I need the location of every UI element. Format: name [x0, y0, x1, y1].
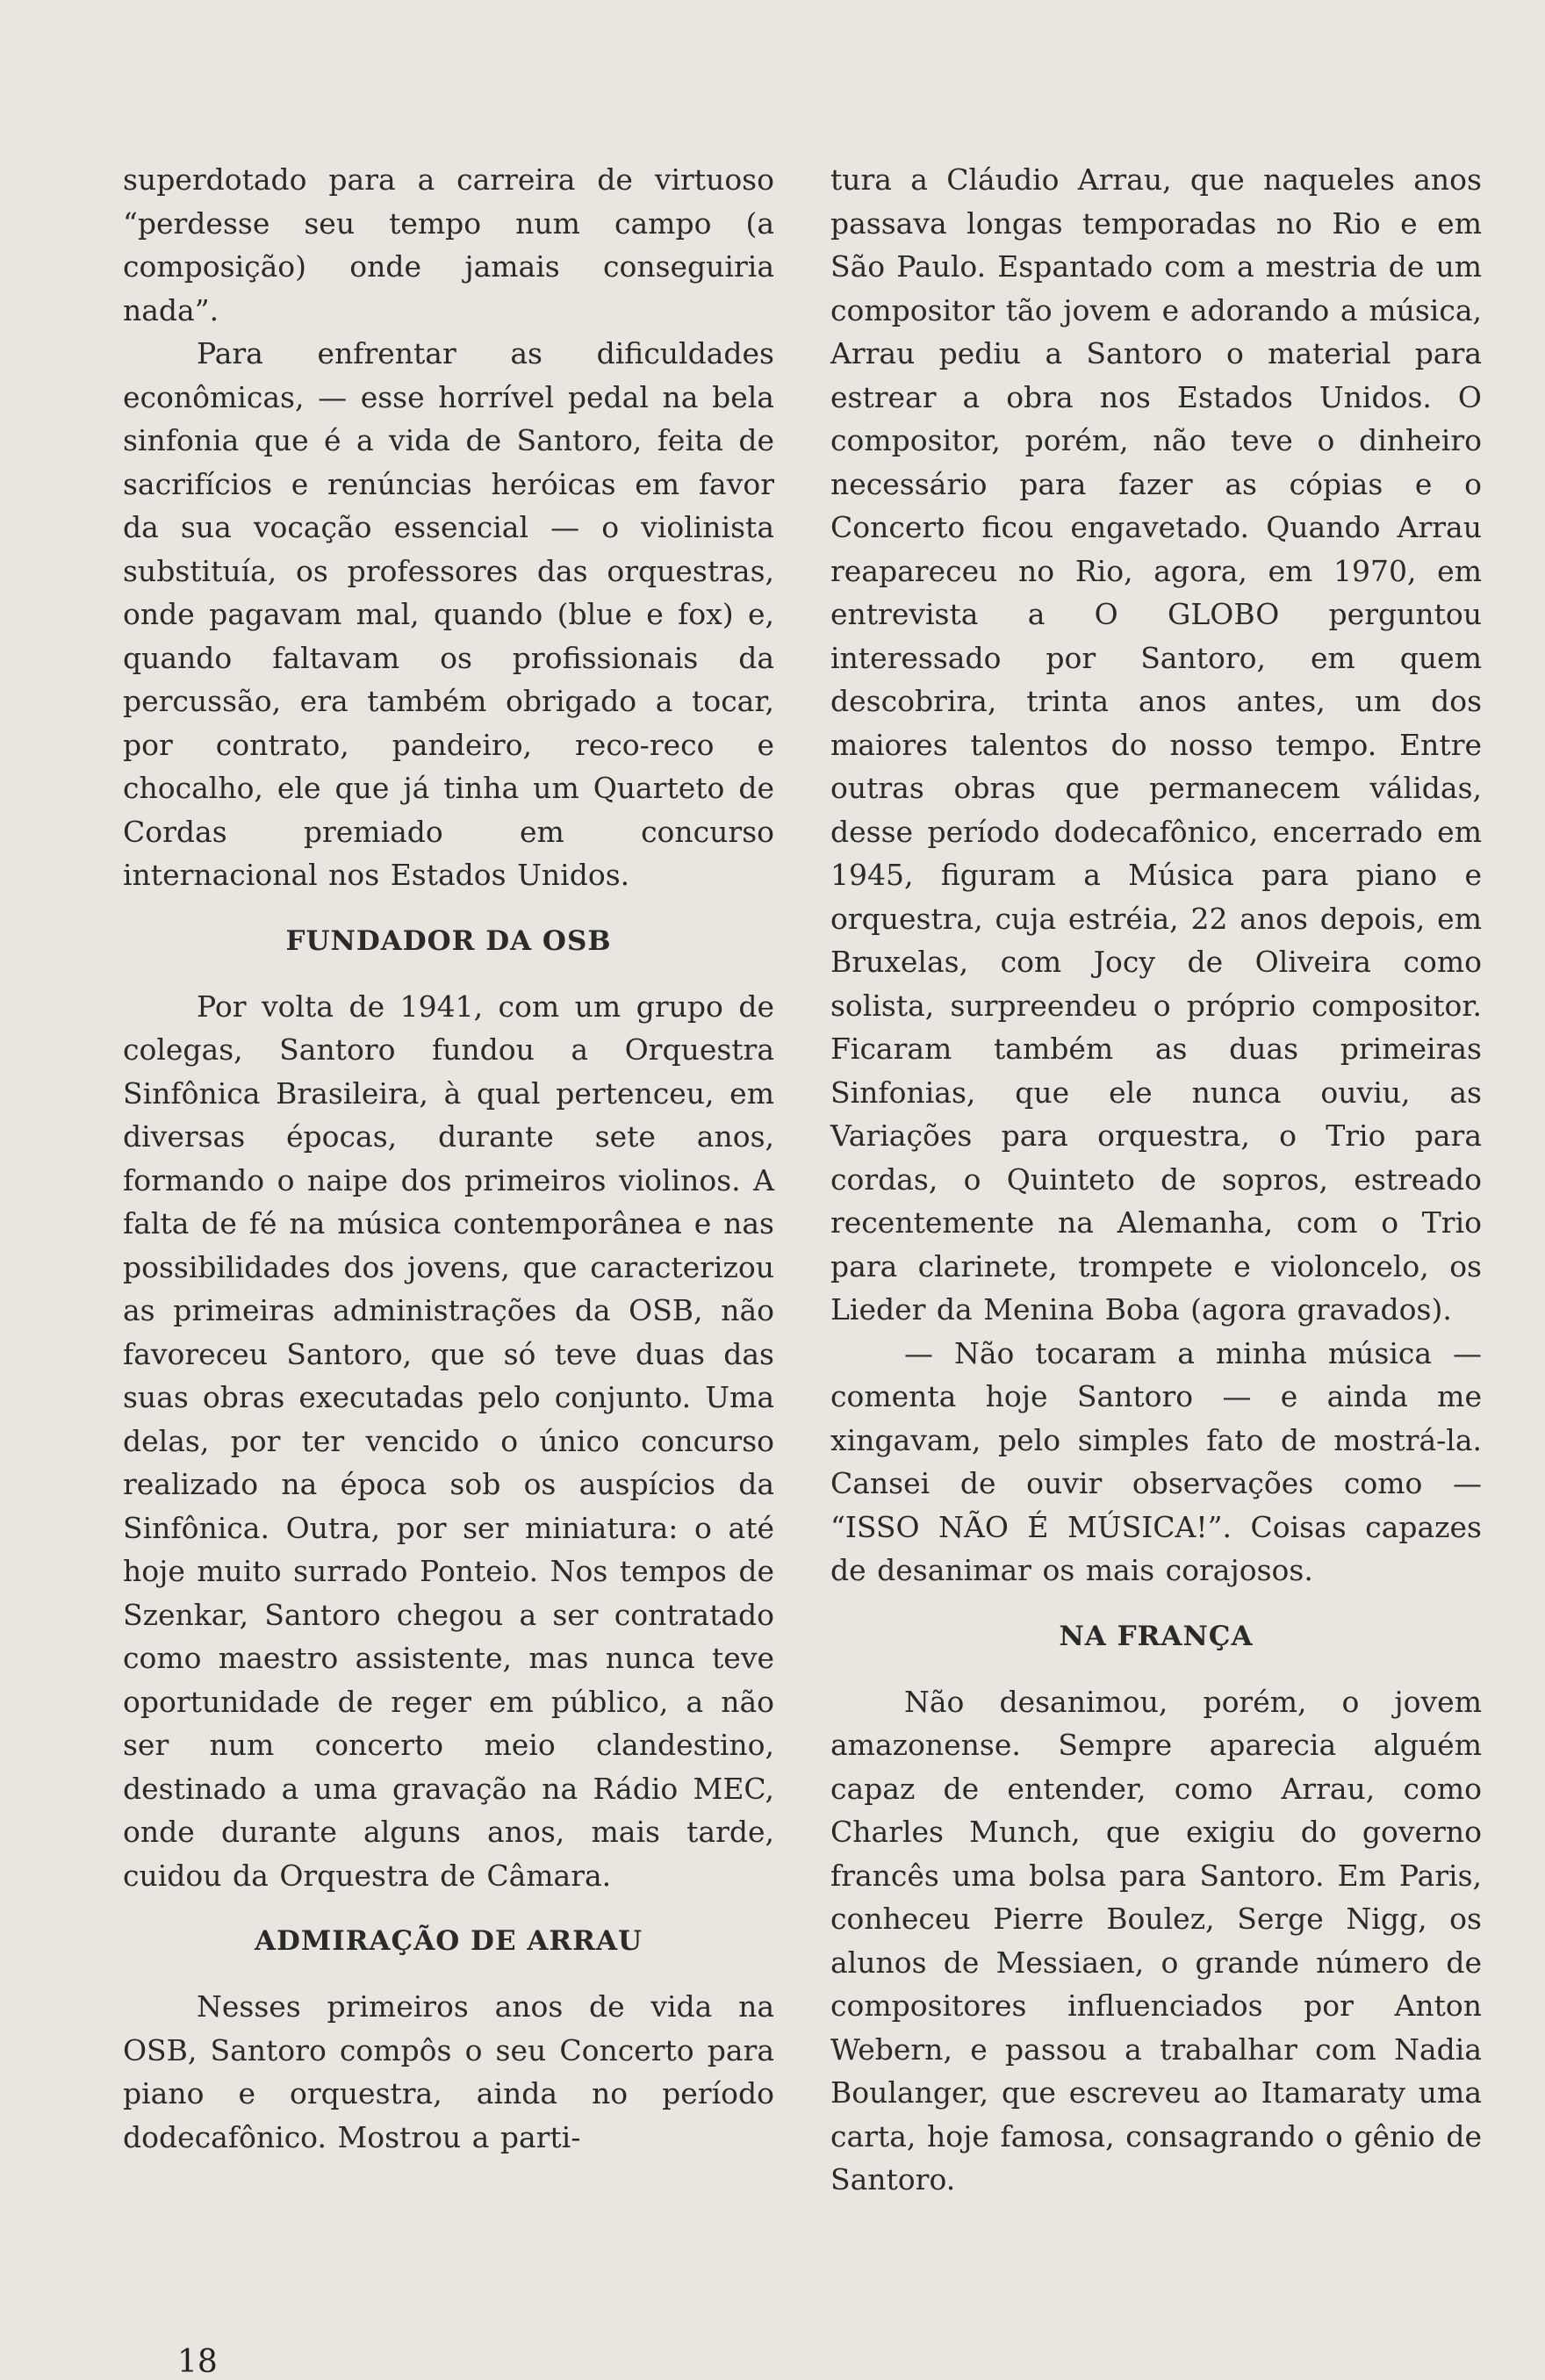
- left-paragraph-4: Nesses primeiros anos de vida na OSB, Santoro compôs o seu Concerto para piano e orquestra, ainda no período dodecafônico. Mostrou a parti-: [123, 1989, 774, 2154]
- left-paragraph-3: Por volta de 1941, com um grupo de colegas, Santoro fundou a Orquestra Sinfônica Brasileira, à qual pertenceu, em diversas épocas, durante sete anos, formando o naipe dos primeiros violinos. A falta de fé na música contemporânea e nas possibilidades dos jovens, que caracterizou as primeiras administrações da OSB, não favoreceu Santoro, que só teve duas das suas obras executadas pelo conjunto. Uma delas, por ter vencido o único concurso realizado na época sob os auspícios da Sinfônica. Outra, por ser miniatura: o até hoje muito surrado Ponteio. Nos tempos de Szenkar, Santoro chegou a ser contratado como maestro assistente, mas nunca teve oportunidade de reger em público, a não ser num concerto meio clandestino, destinado a uma gravação na Rádio MEC, onde durante alguns anos, mais tarde, cuidou da Orquestra de Câmara.: [123, 989, 774, 1893]
- heading-admiracao-de-arrau: ADMIRAÇÃO DE ARRAU: [254, 1925, 643, 1957]
- right-paragraph-2: — Não tocaram a minha música — comenta hoje Santoro — e ainda me xingavam, pelo simples fato de mostrá-la. Cansei de ouvir observações como — “ISSO NÃO É MÚSICA!”. Coisas capazes de desanimar os mais corajosos.: [830, 1335, 1482, 1587]
- right-paragraph-1: tura a Cláudio Arrau, que naqueles anos passava longas temporadas no Rio e em São Paulo. Espantado com a mestria de um compositor tão jovem e adorando a música, Arrau pediu a Santoro o material para estrear a obra nos Estados Unidos. O compositor, porém, não teve o dinheiro necessário para fazer as cópias e o Concerto ficou engavetado. Quando Arrau reapareceu no Rio, agora, em 1970, em entrevista a O GLOBO perguntou interessado por Santoro, em quem descobrira, trinta anos antes, um dos maiores talentos do nosso tempo. Entre outras obras que permanecem válidas, desse período dodecafônico, encerrado em 1945, figuram a Música para piano e orquestra, cuja estréia, 22 anos depois, em Bruxelas, com Jocy de Oliveira como solista, surpreendeu o próprio compositor. Ficaram também as duas primeiras Sinfonias, que ele nunca ouviu, as Variações para orquestra, o Trio para cordas, o Quinteto de sopros, estreado recentemente na Alemanha, com o Trio para clarinete, trompete e violoncelo, os Lieder da Menina Boba (agora gravados).: [830, 162, 1482, 1327]
- heading-na-franca: NA FRANÇA: [1059, 1620, 1254, 1652]
- left-column: [123, 158, 774, 2159]
- heading-fundador-da-osb: FUNDADOR DA OSB: [285, 924, 612, 957]
- left-paragraph-2: Para enfrentar as dificuldades econômicas, — esse horrível pedal na bela sinfonia que é a vida de Santoro, feita de sacrifícios e renúncias heróicas em favor da sua vocação essencial — o violinista substituía, os professores das orquestras, onde pagavam mal, quando (blue e fox) e, quando faltavam os profissionais da percussão, era também obrigado a tocar, por contrato, pandeiro, reco-reco e chocalho, ele que já tinha um Quarteto de Cordas premiado em concurso internacional nos Estados Unidos.: [123, 336, 774, 892]
- right-paragraph-3: Não desanimou, porém, o jovem amazonense. Sempre aparecia alguém capaz de entender, como Arrau, como Charles Munch, que exigiu do governo francês uma bolsa para Santoro. Em Paris, conheceu Pierre Boulez, Serge Nigg, os alunos de Messiaen, o grande número de compositores influenciados por Anton Webern, e passou a trabalhar com Nadia Boulanger, que escreveu ao Itamaraty uma carta, hoje famosa, consagrando o gênio de Santoro.: [830, 1684, 1482, 2197]
- page-number: 18: [177, 2344, 218, 2380]
- left-paragraph-1: superdotado para a carreira de virtuoso “perdesse seu tempo num campo (a composição) onde jamais conseguiria nada”.: [123, 162, 774, 327]
- right-column: [830, 158, 1482, 2202]
